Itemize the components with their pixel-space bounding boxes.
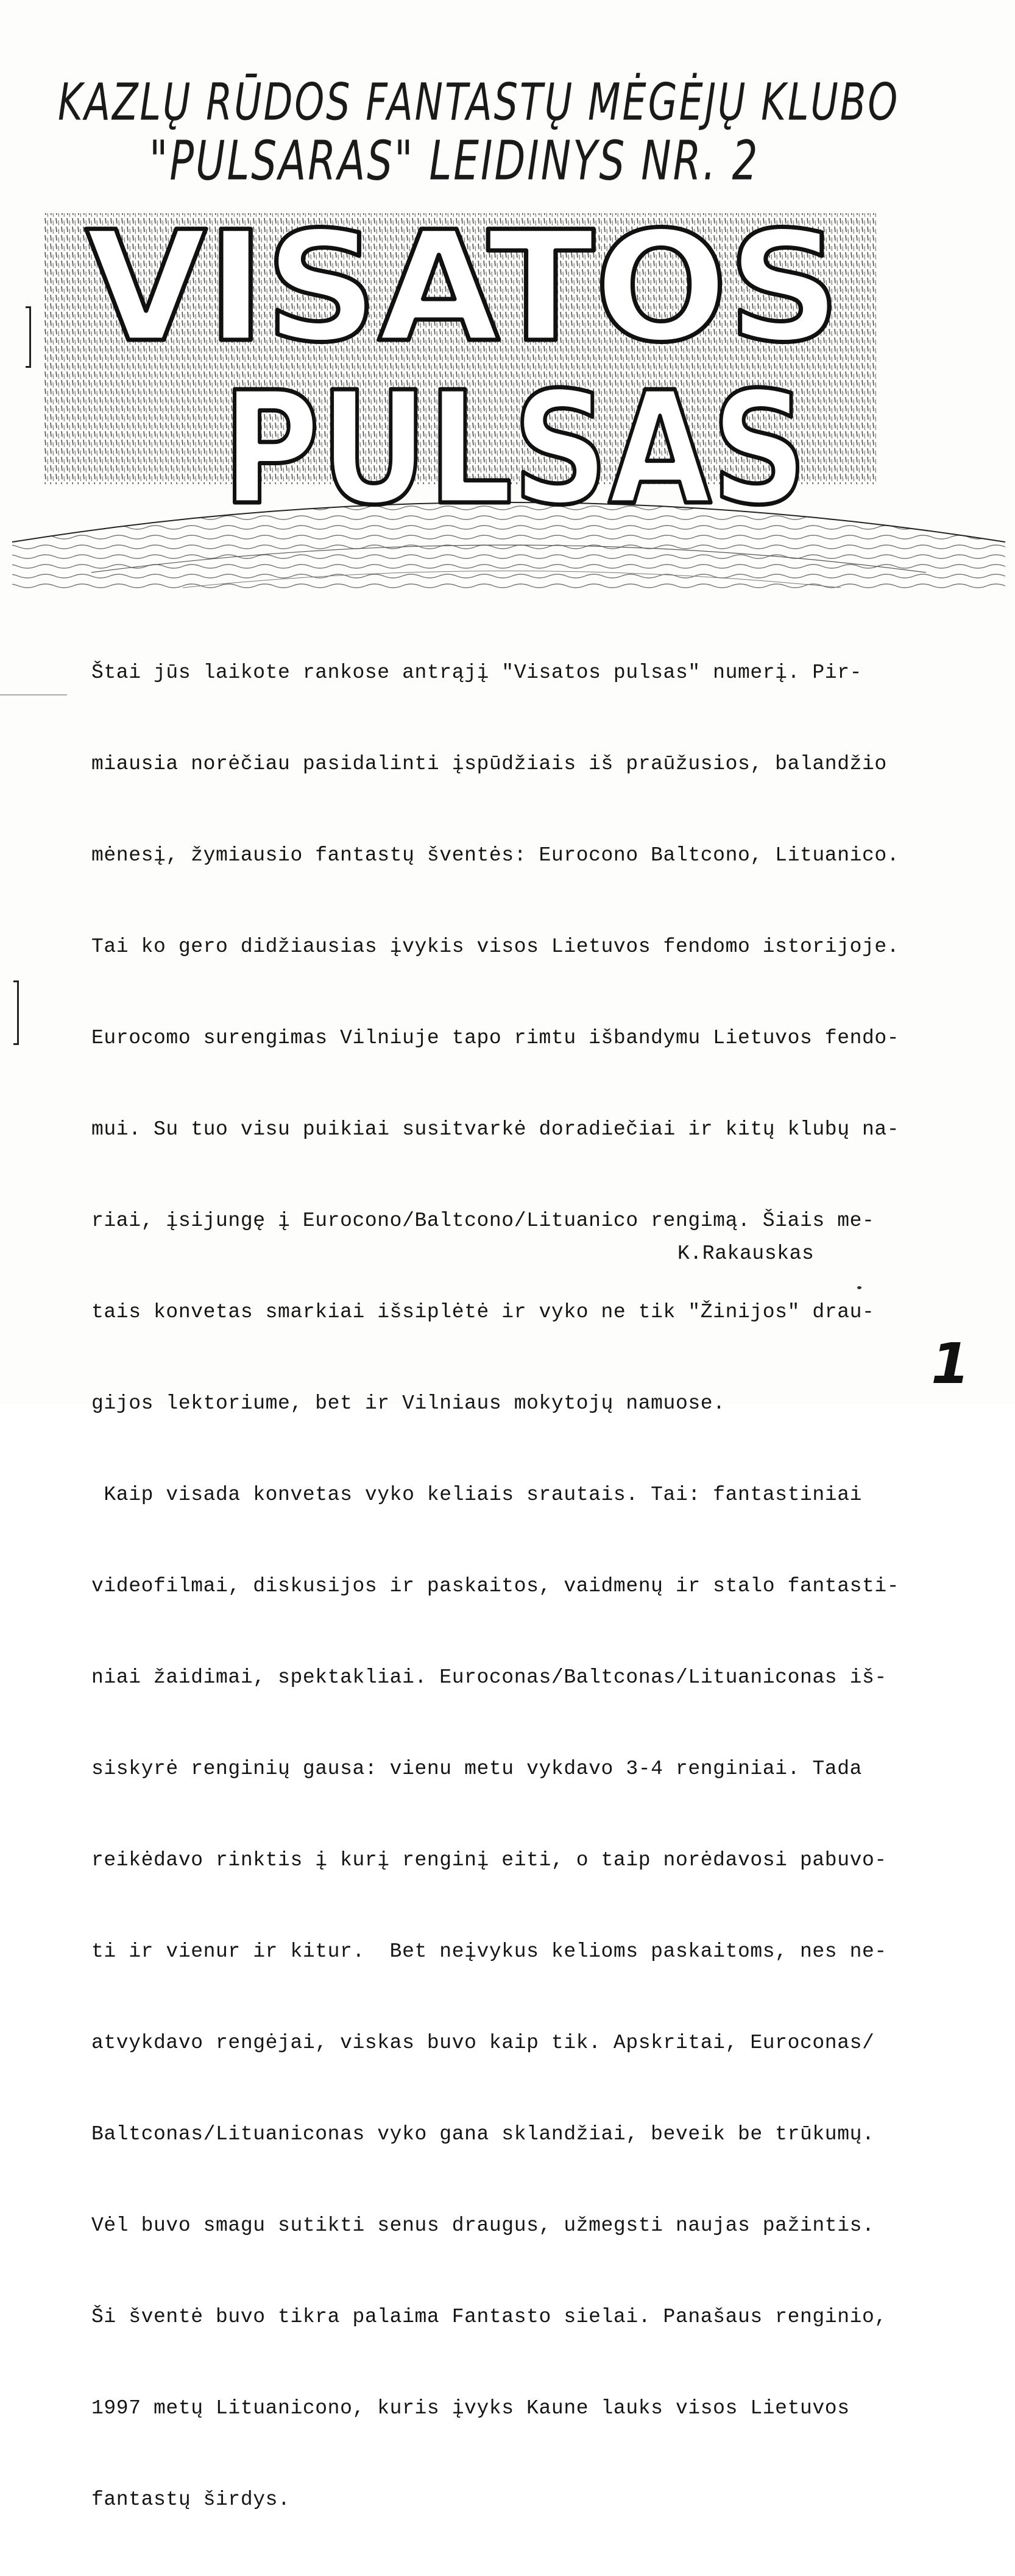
header-line-2: "PULSARAS" LEIDINYS NR. 2	[149, 129, 760, 192]
article-line: niai žaidimai, spektakliai. Euroconas/Baltconas/Lituaniconas iš-	[91, 1666, 887, 1689]
margin-mark	[0, 694, 67, 695]
article-line: ti ir vienur ir kitur. Bet neįvykus kelioms paskaitoms, nes ne-	[91, 1940, 887, 1963]
article-author: K.Rakauskas	[677, 1242, 815, 1265]
article-line: atvykdavo rengėjai, viskas buvo kaip tik. Apskritai, Euroconas/	[91, 2032, 875, 2054]
article-line: reikėdavo rinktis į kurį renginį eiti, o taip norėdavosi pabuvo-	[91, 1849, 887, 1871]
article-line: miausia norėčiau pasidalinti įspūdžiais iš praūžusios, balandžio	[91, 753, 887, 775]
article-line: fantastų širdys.	[91, 2488, 291, 2511]
article-line: mui. Su tuo visu puikiai susitvarkė doradiečiai ir kitų klubų na-	[91, 1118, 900, 1141]
margin-bracket	[13, 980, 19, 1045]
article-line: Kaip visada konvetas vyko keliais srautais. Tai: fantastiniai	[91, 1483, 862, 1506]
article-line: riai, įsijungę į Eurocono/Baltcono/Lituanico rengimą. Šiais me-	[91, 1209, 875, 1232]
article-line: 1997 metų Lituanicono, kuris įvyks Kaune lauks visos Lietuvos	[91, 2397, 850, 2419]
article-line: Tai ko gero didžiausias įvykis visos Lietuvos fendomo istorijoje.	[91, 935, 900, 958]
article-line: Ši šventė buvo tikra palaima Fantasto sielai. Panašaus renginio,	[91, 2306, 887, 2328]
masthead-word-pulsas: PULSAS	[222, 359, 807, 540]
article-line: Vėl buvo smagu sutikti senus draugus, užmegsti naujas pažintis.	[91, 2214, 875, 2237]
article-line: Štai jūs laikote rankose antrąjį "Visatos pulsas" numerį. Pir-	[91, 661, 862, 684]
article-line: videofilmai, diskusijos ir paskaitos, vaidmenų ir stalo fantasti-	[91, 1575, 900, 1597]
article-line: Baltconas/Lituaniconas vyko gana sklandžiai, beveik be trūkumų.	[91, 2123, 875, 2145]
article-line: gijos lektoriume, bet ir Vilniaus mokytojų namuose.	[91, 1392, 726, 1415]
page-number: 1	[931, 1331, 971, 1396]
margin-bracket	[26, 306, 31, 368]
masthead-word-visatos: VISATOS	[85, 201, 841, 376]
article-body	[91, 597, 920, 2576]
header-line-1: KAZLŲ RŪDOS FANTASTŲ MĖGĖJŲ KLUBO	[58, 72, 900, 132]
article-line: siskyrė renginių gausa: vienu metu vykdavo 3-4 renginiai. Tada	[91, 1758, 862, 1780]
article-line: tais konvetas smarkiai išsiplėtė ir vyko ne tik "Žinijos" drau-	[91, 1301, 875, 1323]
masthead-illustration	[0, 201, 1015, 591]
article-line: mėnesį, žymiausio fantastų šventės: Eurocono Baltcono, Lituanico.	[91, 844, 900, 867]
article-line: Eurocomo surengimas Vilniuje tapo rimtu išbandymu Lietuvos fendo-	[91, 1027, 900, 1049]
